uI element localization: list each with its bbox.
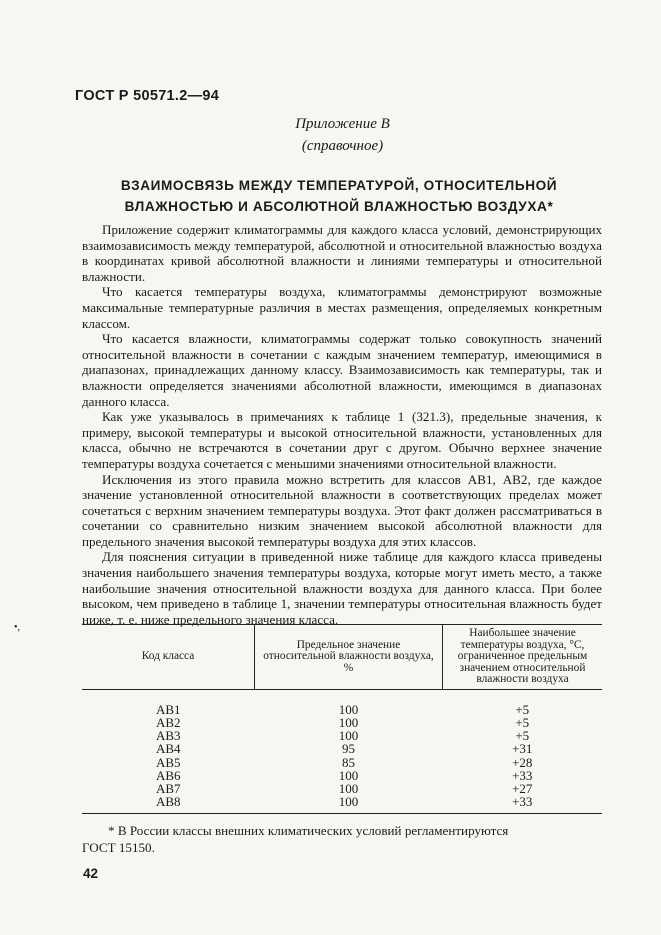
cell-humidity: 100 xyxy=(338,701,359,717)
cell-temperature: +27 xyxy=(512,780,533,796)
cell-class-code: АВ5 xyxy=(155,754,181,770)
cell-humidity: 100 xyxy=(338,780,359,796)
table-body xyxy=(82,690,602,814)
cell-humidity: 100 xyxy=(255,795,443,813)
table-row xyxy=(82,743,602,756)
footnote-line-2: ГОСТ 15150. xyxy=(82,840,155,855)
cell-humidity: 100 xyxy=(338,767,359,783)
table-row xyxy=(82,756,602,769)
section-heading: ВЗАИМОСВЯЗЬ МЕЖДУ ТЕМПЕРАТУРОЙ, ОТНОСИТЕЛЬНОЙ ВЛАЖНОСТЬЮ И АБСОЛЮТНОЙ ВЛАЖНОСТЬЮ ВОЗДУХА* xyxy=(120,178,558,214)
cell-temperature: +31 xyxy=(512,741,533,757)
body-text xyxy=(82,222,602,627)
cell-class-code: АВ4 xyxy=(155,741,181,757)
paragraph: Приложение содержит климатограммы для каждого класса условий, демонстрирующих взаимозависимость между температурой, абсолютной и относительной влажностью воздуха в координатах кривой абсолютной влажности и линиями температуры и относительной влажности. xyxy=(82,222,602,284)
footnote xyxy=(82,822,602,856)
cell-class-code: АВ3 xyxy=(155,728,181,744)
cell-class-code: АВ8 xyxy=(82,795,255,813)
cell-temperature: +5 xyxy=(515,728,530,744)
table-header-row xyxy=(82,625,602,690)
cell-humidity: 100 xyxy=(338,728,359,744)
cell-temperature: +5 xyxy=(515,701,530,717)
footnote-line-1: * В России классы внешних климатических условий регламентируются xyxy=(108,823,509,838)
cell-temperature: +28 xyxy=(512,754,533,770)
standard-number: ГОСТ Р 50571.2—94 xyxy=(75,88,220,104)
table-row xyxy=(82,690,602,717)
cell-class-code: АВ2 xyxy=(155,715,181,731)
cell-class-code: АВ6 xyxy=(155,767,181,783)
appendix-title: Приложение В xyxy=(295,116,390,132)
appendix-subtitle: (справочное) xyxy=(301,138,384,154)
cell-humidity: 85 xyxy=(342,754,355,770)
cell-humidity: 100 xyxy=(338,715,359,731)
header-humidity: Предельное значение относительной влажности воздуха, % xyxy=(255,625,443,690)
paragraph: Исключения из этого правила можно встретить для классов АВ1, АВ2, где каждое значение установленной относительной влажности в соответствующих пределах может сочетаться с верхним значением температуры воздуха. Этот факт должен рассматриваться в сочетании со сравнительно низким значением высокой абсолютной влажности для предельного значения высокой температуры воздуха для этих классов. xyxy=(82,471,602,549)
paragraph: Что касается влажности, климатограммы содержат только совокупность значений относительной влажности в сочетании с каждым значением температур, имеющимися в диапазонах, принадлежащих данному классу. Взаимозависимость как температуры, так и влажности определяется значениями абсолютной влажности, имеющимся в диапазонах данного класса. xyxy=(82,331,602,409)
margin-mark: •, xyxy=(14,622,21,633)
table-row xyxy=(82,795,602,813)
cell-class-code: АВ1 xyxy=(155,701,181,717)
page-number: 42 xyxy=(83,866,99,881)
cell-class-code: АВ7 xyxy=(155,780,181,796)
cell-temperature: +33 xyxy=(512,767,533,783)
cell-humidity: 95 xyxy=(342,741,355,757)
cell-temperature: +5 xyxy=(515,715,530,731)
header-class-code: Код класса xyxy=(82,625,255,690)
cell-temperature: +33 xyxy=(443,795,603,813)
humidity-table xyxy=(82,624,602,814)
paragraph: Что касается температуры воздуха, климатограммы демонстрируют возможные максимальные температурные различия в местах размещения, определяемых конкретным классом. xyxy=(82,284,602,331)
paragraph: Как уже указывалось в примечаниях к таблице 1 (321.3), предельные значения, к примеру, высокой температуры и высокой относительной влажности, установленных для класса, обычно не встречаются в сочетании друг с другом. Обычно верхнее значение температуры воздуха сочетается с меньшими значениями относительной влажности. xyxy=(82,409,602,471)
header-temperature: Наибольшее значение температуры воздуха, °С, ограниченное предельным значением относительной влажности воздуха xyxy=(443,625,603,690)
paragraph: Для пояснения ситуации в приведенной ниже таблице для каждого класса приведены значения наибольшего значения температуры воздуха, которые могут иметь место, а также наибольшие значения относительной влажности воздуха для данного класса. При более высоком, чем приведено в таблице 1, значении температуры относительная влажность будет ниже, т. е. ниже предельного значения класса. xyxy=(82,549,602,627)
